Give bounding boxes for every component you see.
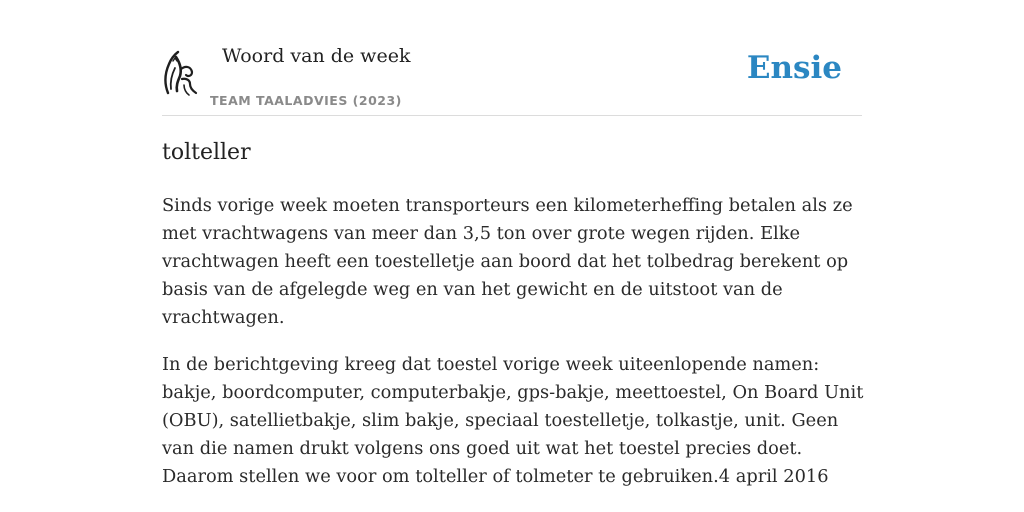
header <box>162 40 862 116</box>
brand-logo-link[interactable]: Ensie <box>746 50 842 86</box>
section-subtitle: TEAM TAALADVIES (2023) <box>210 93 402 108</box>
entry-body <box>162 192 867 510</box>
entry-paragraph: In de berichtgeving kreeg dat toestel vorige week uiteenlopende namen: bakje, boordcomputer, computerbakje, gps-bakje, meettoestel, On Board Unit (OBU), satellietbakje, slim bakje, speciaal toestelletje, tolkastje, unit. Geen van die namen drukt volgens ons goed uit wat het toestel precies doet. Daarom stellen we voor om tolteller of tolmeter te gebruiken.4 april 2016 <box>162 354 864 487</box>
entry-paragraph: Sinds vorige week moeten transporteurs een kilometerheffing betalen als ze met vrachtwagens van meer dan 3,5 ton over grote wegen rijden. Elke vrachtwagen heeft een toestelletje aan boord dat het tolbedrag berekent op basis van de afgelegde weg en van het gewicht en de uitstoot van de vrachtwagen. <box>162 195 853 328</box>
flemish-lion-logo-icon <box>162 49 198 97</box>
entry-title: tolteller <box>162 140 251 165</box>
section-title: Woord van de week <box>222 45 411 67</box>
